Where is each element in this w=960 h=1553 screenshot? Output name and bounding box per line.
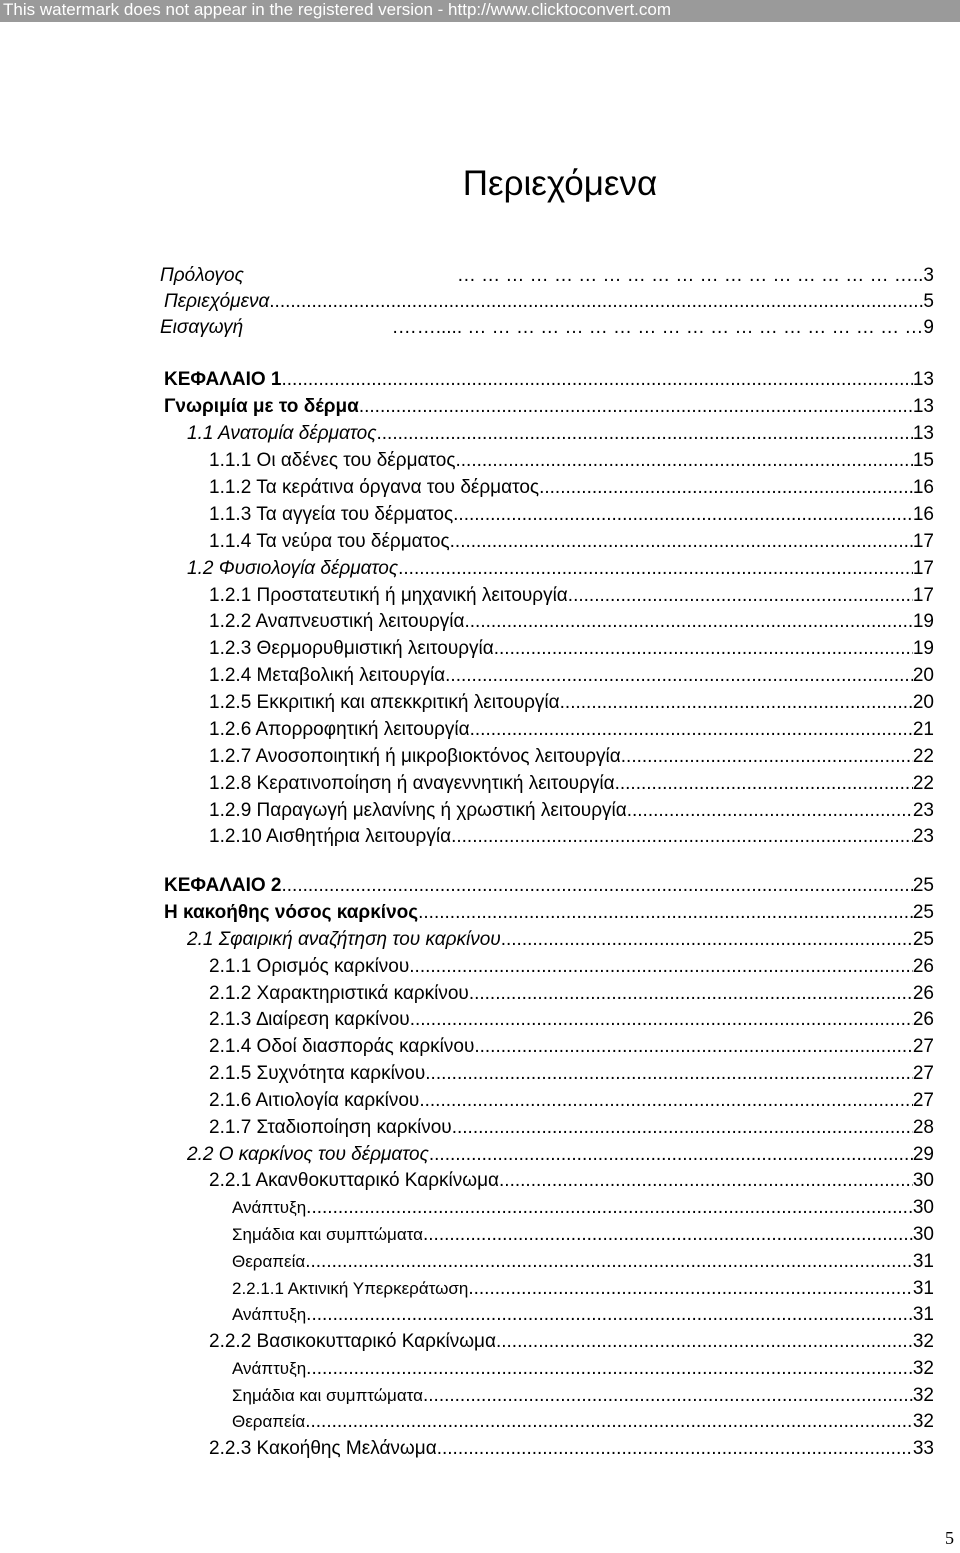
toc-entry-label: 1.2.3 Θερμορυθμιστική λειτουργία bbox=[209, 638, 494, 659]
toc-entry-page: 31 bbox=[912, 1278, 934, 1299]
toc-entry-page: 22 bbox=[912, 746, 934, 767]
toc-entry-page: 30 bbox=[912, 1224, 934, 1245]
toc-entry bbox=[232, 1408, 934, 1435]
toc-entry bbox=[209, 447, 934, 474]
toc-entry bbox=[232, 1194, 934, 1221]
toc-leader-dots bbox=[452, 1114, 913, 1141]
page-title: Περιεχόμενα bbox=[462, 164, 658, 203]
toc-entry-label: 1.2.8 Κερατινοποίηση ή αναγεννητική λειτουργία bbox=[209, 773, 615, 794]
toc-entry-page: 25 bbox=[912, 902, 934, 923]
toc-entry-page: 5 bbox=[923, 291, 934, 312]
toc-entry-page: 27 bbox=[912, 1063, 934, 1084]
toc-leader-dots bbox=[423, 1382, 913, 1409]
toc-entry-page: 20 bbox=[912, 692, 934, 713]
toc-entry bbox=[232, 1248, 934, 1275]
toc-entry-label: 2.1.6 Αιτιολογία καρκίνου bbox=[209, 1090, 420, 1111]
toc-entry-page: 29 bbox=[912, 1144, 934, 1165]
toc-entry bbox=[164, 872, 934, 899]
toc-entry bbox=[209, 823, 934, 850]
toc-leader-dots bbox=[437, 1435, 913, 1462]
toc-entry-label: 1.2.2 Αναπνευστική λειτουργία bbox=[209, 611, 465, 632]
toc-entry-label: Θεραπεία bbox=[232, 1412, 306, 1431]
toc-entry bbox=[209, 635, 934, 662]
toc-entry-label: 1.1.1 Οι αδένες του δέρματος bbox=[209, 450, 456, 471]
toc-leader-dots bbox=[464, 608, 912, 635]
toc-entry bbox=[164, 366, 934, 393]
toc-entry bbox=[232, 1382, 934, 1409]
toc-entry bbox=[164, 393, 934, 420]
toc-leader-dots bbox=[418, 899, 913, 926]
toc-entry bbox=[160, 262, 934, 289]
toc-entry bbox=[209, 770, 934, 797]
toc-entry-label: 2.2.1.1 Ακτινική Υπερκεράτωση bbox=[232, 1279, 469, 1298]
toc-entry-page: 32 bbox=[912, 1411, 934, 1432]
toc-entry-page: 33 bbox=[912, 1438, 934, 1459]
toc-entry bbox=[209, 501, 934, 528]
toc-entry-label: 2.2.2 Βασικοκυτταρικό Καρκίνωμα bbox=[209, 1331, 496, 1352]
toc-entry-label: 2.1.7 Σταδιοποίηση καρκίνου bbox=[209, 1117, 452, 1138]
toc-entry-page: 27 bbox=[912, 1036, 934, 1057]
toc-entry bbox=[209, 1328, 934, 1355]
toc-entry bbox=[187, 555, 934, 582]
toc-leader-dots bbox=[425, 1060, 913, 1087]
toc-entry-page: 15 bbox=[912, 450, 934, 471]
toc-entry-label: Γνωριμία με το δέρμα bbox=[164, 396, 359, 417]
toc-leader-dots bbox=[423, 1221, 913, 1248]
toc-leader-dots bbox=[451, 823, 913, 850]
toc-leader-dots bbox=[499, 1167, 913, 1194]
toc-leader-dots bbox=[282, 366, 913, 393]
toc-entry bbox=[209, 1435, 934, 1462]
toc-entry bbox=[209, 528, 934, 555]
toc-entry-label: 1.1.3 Τα αγγεία του δέρματος bbox=[209, 504, 454, 525]
toc-entry-page: 32 bbox=[912, 1358, 934, 1379]
toc-leader-dots: … … … … … … … … … … … … … … … … … … ….. bbox=[456, 265, 924, 286]
toc-entry-label: 2.1 Σφαιρική αναζήτηση του καρκίνου bbox=[187, 929, 501, 950]
toc-leader-dots bbox=[470, 716, 913, 743]
toc-entry bbox=[209, 689, 934, 716]
toc-entry-label: Ανάπτυξη bbox=[232, 1305, 307, 1324]
toc-entry bbox=[209, 716, 934, 743]
toc-leader-dots bbox=[282, 872, 913, 899]
toc-leader-dots bbox=[409, 953, 913, 980]
toc-entry-label: Η κακοήθης νόσος καρκίνος bbox=[164, 902, 419, 923]
toc-entry bbox=[187, 1141, 934, 1168]
toc-entry bbox=[209, 1060, 934, 1087]
toc-leader-dots bbox=[445, 662, 913, 689]
toc-entry-label: 1.2.5 Εκκριτική και απεκκριτική λειτουργία bbox=[209, 692, 560, 713]
toc-entry bbox=[232, 1221, 934, 1248]
toc-entry-label: 2.1.1 Ορισμός καρκίνου bbox=[209, 956, 410, 977]
toc-entry-page: 13 bbox=[912, 423, 934, 444]
toc-entry-label: 1.1 Ανατομία δέρματος bbox=[187, 423, 377, 444]
toc-entry-label: 1.2.7 Ανοσοποιητική ή μικροβιοκτόνος λειτουργία bbox=[209, 746, 621, 767]
toc-entry-label: 2.1.2 Χαρακτηριστικά καρκίνου bbox=[209, 983, 469, 1004]
toc-entry-page: 9 bbox=[923, 317, 934, 338]
toc-entry-page: 32 bbox=[912, 1331, 934, 1352]
toc-leader-dots bbox=[306, 1194, 913, 1221]
toc-entry-page: 25 bbox=[912, 929, 934, 950]
toc-entry-page: 26 bbox=[912, 983, 934, 1004]
toc-entry-label: 1.2 Φυσιολογία δέρματος bbox=[187, 558, 399, 579]
toc-entry-page: 31 bbox=[912, 1304, 934, 1325]
toc-entry-label: 1.1.2 Τα κεράτινα όργανα του δέρματος bbox=[209, 477, 540, 498]
toc-leader-dots bbox=[305, 1248, 913, 1275]
toc-entry-page: 17 bbox=[912, 531, 934, 552]
toc-leader-dots bbox=[305, 1408, 913, 1435]
toc-entry bbox=[187, 420, 934, 447]
toc-leader-dots bbox=[501, 926, 913, 953]
toc-entry-label: 2.2.3 Κακοήθης Μελάνωμα bbox=[209, 1438, 437, 1459]
toc-entry bbox=[209, 1167, 934, 1194]
toc-entry-label: Εισαγωγή bbox=[160, 317, 244, 338]
toc-entry-page: 13 bbox=[912, 396, 934, 417]
toc-entry-page: 16 bbox=[912, 504, 934, 525]
toc-entry-label: ΚΕΦΑΛΑΙΟ 2 bbox=[164, 875, 282, 896]
toc-leader-dots bbox=[419, 1087, 913, 1114]
toc-entry bbox=[209, 797, 934, 824]
toc-entry-page: 3 bbox=[923, 265, 934, 286]
toc-entry bbox=[160, 314, 934, 341]
toc-entry-label: 1.2.6 Απορροφητική λειτουργία bbox=[209, 719, 470, 740]
toc-leader-dots bbox=[615, 770, 913, 797]
toc-leader-dots bbox=[474, 1033, 913, 1060]
toc-entry-page: 26 bbox=[912, 956, 934, 977]
toc-entry bbox=[164, 899, 934, 926]
toc-entry bbox=[209, 608, 934, 635]
watermark-banner: This watermark does not appear in the registered version - http://www.clicktoconvert.com bbox=[0, 0, 960, 22]
toc-leader-dots bbox=[560, 689, 913, 716]
toc-entry bbox=[187, 926, 934, 953]
toc-entry-label: 1.1.4 Τα νεύρα του δέρματος bbox=[209, 531, 450, 552]
toc-entry-page: 21 bbox=[912, 719, 934, 740]
toc-entry bbox=[209, 1033, 934, 1060]
toc-entry-page: 17 bbox=[912, 558, 934, 579]
toc-entry-page: 25 bbox=[912, 875, 934, 896]
toc-entry-page: 27 bbox=[912, 1090, 934, 1111]
toc-leader-dots bbox=[453, 501, 913, 528]
toc-entry-label: Περιεχόμενα bbox=[164, 291, 270, 312]
toc-entry-label: Ανάπτυξη bbox=[232, 1198, 307, 1217]
toc-entry bbox=[209, 1087, 934, 1114]
toc-leader-dots: .……..... … … … … … … … … … … … … … … … … … … … bbox=[392, 317, 924, 338]
toc-leader-dots bbox=[450, 528, 913, 555]
toc-entry bbox=[232, 1355, 934, 1382]
toc-entry bbox=[209, 582, 934, 609]
toc-leader-dots bbox=[468, 1275, 913, 1302]
toc-entry bbox=[209, 953, 934, 980]
toc-entry-page: 19 bbox=[912, 638, 934, 659]
toc-leader-dots bbox=[376, 420, 912, 447]
toc-entry-label: Σημάδια και συμπτώματα bbox=[232, 1386, 423, 1405]
toc-entry-label: 2.1.3 ∆ιαίρεση καρκίνου bbox=[209, 1009, 410, 1030]
toc-leader-dots bbox=[306, 1301, 913, 1328]
toc-entry bbox=[209, 474, 934, 501]
toc-leader-dots bbox=[455, 447, 912, 474]
toc-leader-dots bbox=[621, 743, 913, 770]
toc-entry-label: 2.2 Ο καρκίνος του δέρματος bbox=[187, 1144, 429, 1165]
toc-entry-label: 1.2.9 Παραγωγή μελανίνης ή χρωστική λειτουργία bbox=[209, 800, 627, 821]
toc-leader-dots bbox=[494, 635, 913, 662]
toc-entry-label: 1.2.10 Αισθητήρια λειτουργία bbox=[209, 826, 452, 847]
toc-entry bbox=[209, 980, 934, 1007]
toc-leader-dots bbox=[469, 980, 913, 1007]
toc-leader-dots bbox=[269, 288, 923, 315]
toc-entry bbox=[209, 1114, 934, 1141]
toc-leader-dots bbox=[429, 1141, 913, 1168]
toc-entry-page: 31 bbox=[912, 1251, 934, 1272]
toc-entry-page: 30 bbox=[912, 1170, 934, 1191]
toc-entry-page: 30 bbox=[912, 1197, 934, 1218]
toc-entry-page: 20 bbox=[912, 665, 934, 686]
toc-leader-dots bbox=[539, 474, 913, 501]
toc-entry-label: 2.2.1 Ακανθοκυτταρικό Καρκίνωμα bbox=[209, 1170, 500, 1191]
toc-leader-dots bbox=[496, 1328, 913, 1355]
toc-entry-label: 1.2.4 Μεταβολική λειτουργία bbox=[209, 665, 446, 686]
toc-entry-page: 23 bbox=[912, 826, 934, 847]
toc-entry bbox=[232, 1301, 934, 1328]
toc-entry-label: Σημάδια και συμπτώματα bbox=[232, 1225, 423, 1244]
toc-entry-page: 28 bbox=[912, 1117, 934, 1138]
toc-entry-page: 19 bbox=[912, 611, 934, 632]
toc-entry bbox=[164, 288, 934, 315]
toc-leader-dots bbox=[410, 1006, 913, 1033]
toc-entry-page: 22 bbox=[912, 773, 934, 794]
toc-entry-page: 32 bbox=[912, 1385, 934, 1406]
toc-entry-label: 2.1.5 Συχνότητα καρκίνου bbox=[209, 1063, 426, 1084]
toc-entry bbox=[209, 662, 934, 689]
toc-leader-dots bbox=[568, 582, 913, 609]
toc-entry bbox=[209, 1006, 934, 1033]
toc-entry-label: Πρόλογος bbox=[160, 265, 244, 286]
toc-entry-page: 16 bbox=[912, 477, 934, 498]
toc-entry-label: Ανάπτυξη bbox=[232, 1359, 307, 1378]
toc-entry-label: Θεραπεία bbox=[232, 1252, 306, 1271]
toc-entry-label: 2.1.4 Οδοί διασποράς καρκίνου bbox=[209, 1036, 475, 1057]
toc-entry-page: 17 bbox=[912, 585, 934, 606]
toc-leader-dots bbox=[359, 393, 913, 420]
toc-leader-dots bbox=[627, 797, 913, 824]
toc-entry bbox=[232, 1275, 934, 1302]
toc-leader-dots bbox=[306, 1355, 913, 1382]
toc-entry-label: 1.2.1 Προστατευτική ή μηχανική λειτουργία bbox=[209, 585, 568, 606]
toc-entry-label: ΚΕΦΑΛΑΙΟ 1 bbox=[164, 369, 282, 390]
toc-entry bbox=[209, 743, 934, 770]
toc-entry-page: 23 bbox=[912, 800, 934, 821]
toc-leader-dots bbox=[398, 555, 913, 582]
page-number: 5 bbox=[945, 1528, 954, 1548]
toc-entry-page: 13 bbox=[912, 369, 934, 390]
toc-entry-page: 26 bbox=[912, 1009, 934, 1030]
